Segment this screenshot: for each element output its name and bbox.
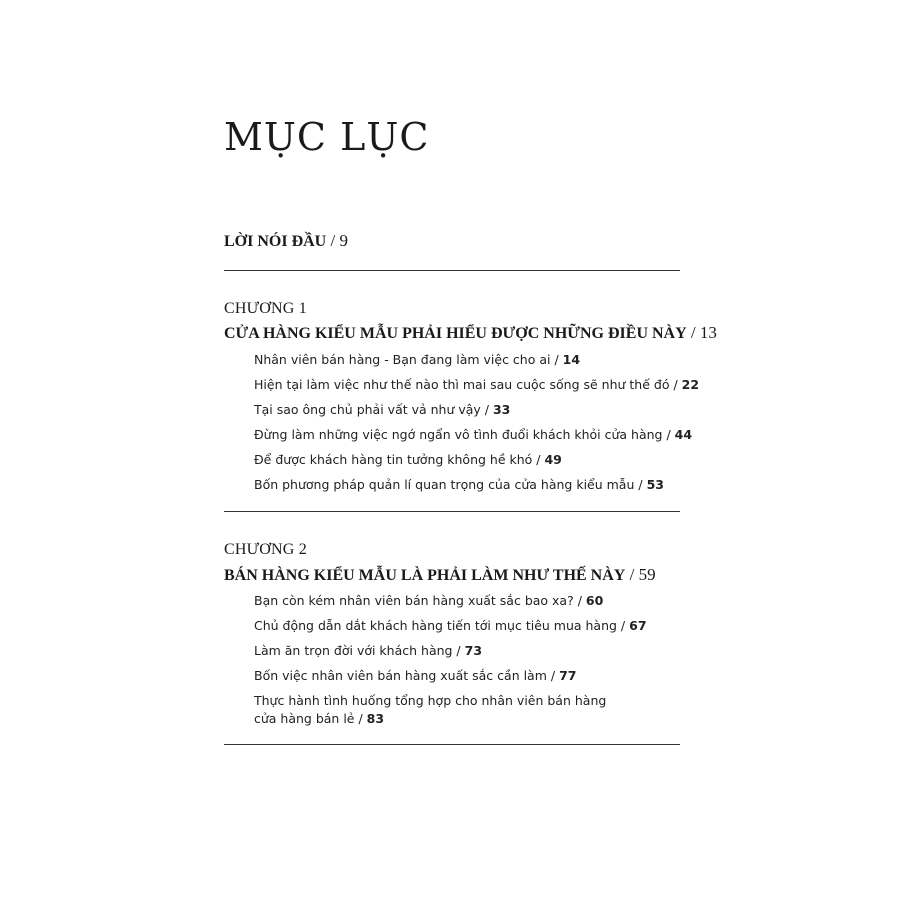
entry-text-line-2: cửa hàng bán lẻ /	[254, 711, 367, 726]
chapter-1-entries	[254, 351, 699, 494]
toc-entry[interactable]	[254, 592, 647, 610]
toc-entry[interactable]	[254, 667, 647, 685]
preface-page-number: 9	[339, 231, 348, 250]
entry-text: Để được khách hàng tin tưởng không hề khó /	[254, 452, 545, 467]
divider	[224, 270, 680, 271]
chapter-1-page-number: 13	[699, 323, 717, 342]
toc-entry[interactable]	[254, 351, 699, 369]
chapter-2-entries	[254, 592, 647, 728]
toc-entry[interactable]	[254, 476, 699, 494]
chapter-1-title[interactable]	[224, 322, 717, 345]
entry-page-number: 77	[559, 668, 577, 683]
entry-text: Hiện tại làm việc như thế nào thì mai sau cuộc sống sẽ như thế đó /	[254, 377, 682, 392]
entry-page-number: 53	[646, 477, 664, 492]
entry-page-number: 14	[562, 352, 581, 367]
chapter-2-title-text: BÁN HÀNG KIỂU MẪU LÀ PHẢI LÀM NHƯ THẾ NÀY	[224, 567, 626, 584]
toc-entry[interactable]	[254, 642, 647, 660]
chapter-1-separator: /	[686, 323, 700, 342]
chapter-2-title[interactable]	[224, 564, 656, 587]
divider	[224, 511, 680, 512]
preface-entry[interactable]	[224, 230, 348, 253]
chapter-1-title-text: CỬA HÀNG KIỂU MẪU PHẢI HIỂU ĐƯỢC NHỮNG ĐIỀU NÀY	[224, 325, 687, 342]
toc-entry[interactable]	[254, 617, 647, 635]
entry-page-number: 60	[585, 593, 604, 608]
toc-entry[interactable]	[254, 426, 699, 444]
toc-entry[interactable]	[254, 376, 699, 394]
entry-text: Chủ động dẫn dắt khách hàng tiến tới mục tiêu mua hàng /	[254, 618, 630, 633]
entry-page-number: 33	[492, 402, 511, 417]
entry-page-number: 22	[681, 377, 700, 392]
toc-entry[interactable]	[254, 692, 647, 728]
entry-page-number: 44	[674, 427, 693, 442]
entry-text: Làm ăn trọn đời với khách hàng /	[254, 643, 465, 658]
divider	[224, 744, 680, 745]
entry-text: Tại sao ông chủ phải vất vả như vậy /	[254, 402, 493, 417]
chapter-1-label: CHƯƠNG 1	[224, 300, 307, 317]
entry-text: Nhân viên bán hàng - Bạn đang làm việc cho ai /	[254, 352, 563, 367]
entry-text: Bốn việc nhân viên bán hàng xuất sắc cần làm /	[254, 668, 560, 683]
chapter-2-page-number: 59	[638, 565, 656, 584]
preface-separator: /	[326, 231, 340, 250]
entry-text-line-1: Thực hành tình huống tổng hợp cho nhân viên bán hàng	[254, 693, 607, 708]
entry-page-number: 67	[629, 618, 647, 633]
preface-label: LỜI NÓI ĐẦU	[224, 233, 327, 250]
chapter-2-label: CHƯƠNG 2	[224, 541, 307, 558]
toc-entry[interactable]	[254, 451, 699, 469]
entry-page-number: 49	[544, 452, 562, 467]
entry-text: Bốn phương pháp quản lí quan trọng của cửa hàng kiểu mẫu /	[254, 477, 647, 492]
toc-entry[interactable]	[254, 401, 699, 419]
chapter-2-separator: /	[625, 565, 639, 584]
entry-page-number: 73	[464, 643, 483, 658]
entry-text: Đừng làm những việc ngớ ngẩn vô tình đuổi khách khỏi cửa hàng /	[254, 427, 675, 442]
entry-text: Bạn còn kém nhân viên bán hàng xuất sắc bao xa? /	[254, 593, 586, 608]
page-title: MỤC LỤC	[224, 115, 430, 159]
entry-page-number: 83	[366, 711, 385, 726]
